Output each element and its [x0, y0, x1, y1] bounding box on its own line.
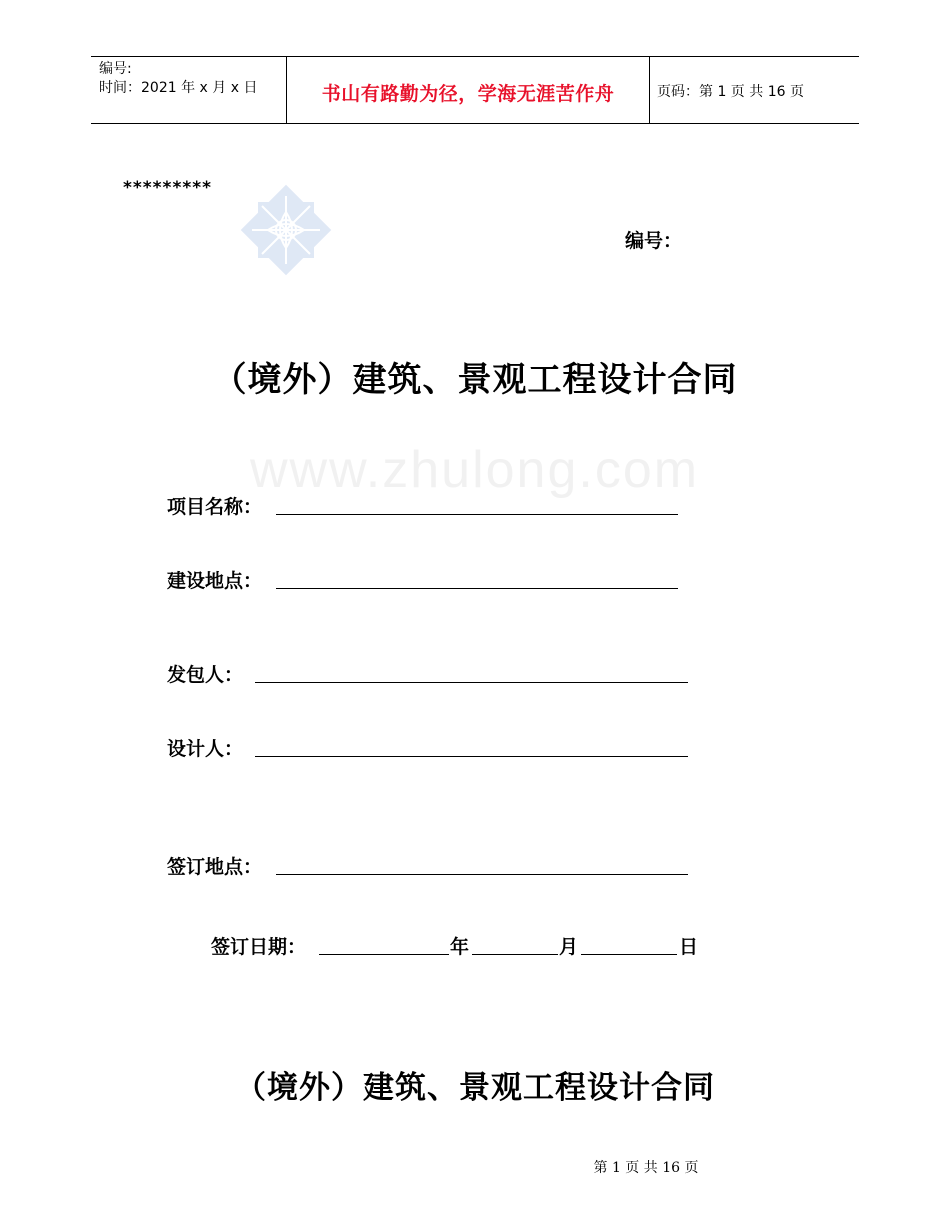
watermark-logo-icon — [232, 176, 340, 284]
designer-line[interactable] — [255, 756, 688, 757]
month-label: 月 — [559, 936, 579, 958]
field-label: 建设地点： — [167, 570, 263, 592]
year-label: 年 — [450, 936, 470, 958]
header-number-label: 编号: — [99, 61, 132, 77]
field-label: 项目名称： — [167, 496, 263, 518]
construction-site-line[interactable] — [276, 588, 678, 589]
day-line[interactable] — [581, 954, 677, 955]
employer-field — [167, 660, 697, 686]
signing-place-line[interactable] — [276, 874, 688, 875]
cover-title: （境外）建筑、景观工程设计合同 — [212, 360, 738, 400]
signing-date-label: 签订日期： — [211, 936, 307, 958]
signing-place-field — [167, 852, 697, 878]
field-label: 发包人： — [167, 664, 244, 686]
watermark-text: www.zhulong.com — [250, 441, 700, 499]
cover-number-label: 编号： — [625, 230, 683, 252]
body-title: （境外）建筑、景观工程设计合同 — [235, 1070, 715, 1106]
header-page-info: 页码：第 1 页 共 16 页 — [657, 84, 804, 100]
header-meta — [99, 60, 257, 98]
header-divider — [649, 57, 650, 123]
page-header — [91, 56, 859, 124]
signing-date-field — [211, 932, 711, 958]
construction-site-field — [167, 566, 687, 592]
project-name-line[interactable] — [276, 514, 678, 515]
year-line[interactable] — [319, 954, 449, 955]
designer-field — [167, 734, 697, 760]
page-footer: 第 1 页 共 16 页 — [593, 1160, 699, 1176]
day-label: 日 — [679, 936, 699, 958]
field-label: 签订地点： — [167, 856, 263, 878]
cover-stars: ********* — [123, 178, 213, 198]
header-motto: 书山有路勤为径，学海无涯苦作舟 — [321, 83, 615, 105]
project-name-field — [167, 492, 687, 518]
header-time: 时间：2021 年 x 月 x 日 — [99, 80, 258, 96]
field-label: 设计人： — [167, 738, 244, 760]
employer-line[interactable] — [255, 682, 688, 683]
month-line[interactable] — [472, 954, 558, 955]
